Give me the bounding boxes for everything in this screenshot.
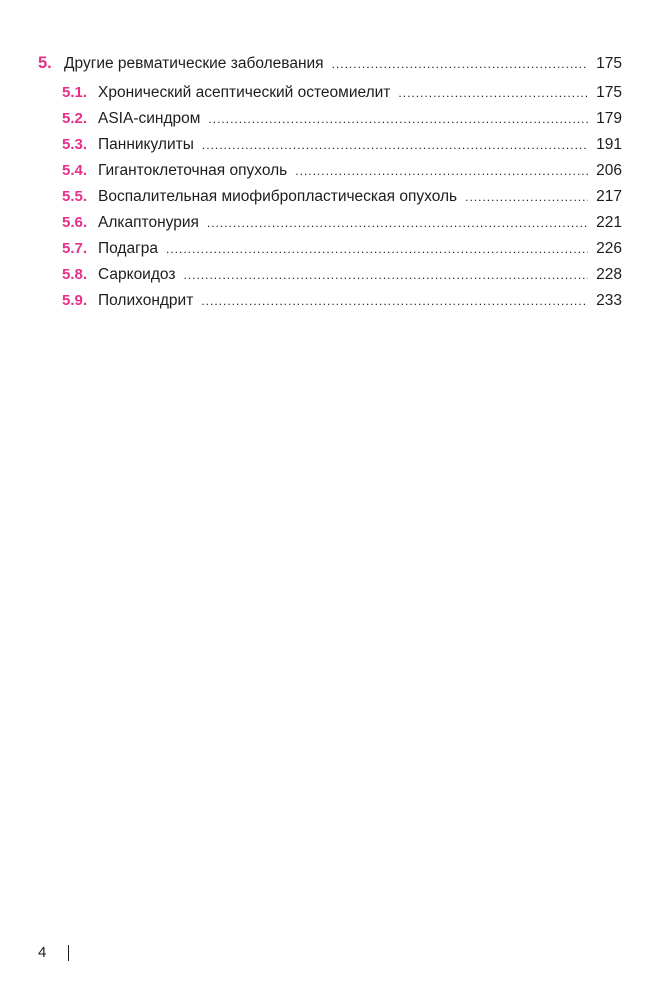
section-number: 5.1. [62, 84, 88, 101]
section-page: 191 [596, 136, 622, 153]
section-number: 5.6. [62, 214, 88, 231]
dot-leader [332, 57, 588, 71]
dot-leader [207, 216, 588, 230]
section-page: 217 [596, 188, 622, 205]
dot-leader [295, 164, 588, 178]
chapter-title: Другие ревматические заболевания [64, 55, 324, 72]
section-title: Подагра [98, 240, 158, 257]
dot-leader [398, 86, 588, 100]
section-title: Алкаптонурия [98, 214, 199, 231]
toc-section-5-7[interactable] [38, 240, 622, 266]
dot-leader [166, 242, 588, 256]
section-number: 5.3. [62, 136, 88, 153]
section-title: ASIA-синдром [98, 110, 201, 127]
chapter-number: 5. [38, 54, 52, 72]
table-of-contents [38, 54, 622, 318]
toc-section-5-8[interactable] [38, 266, 622, 292]
section-page: 226 [596, 240, 622, 257]
dot-leader [201, 294, 588, 308]
section-page: 228 [596, 266, 622, 283]
section-title: Саркоидоз [98, 266, 176, 283]
section-title: Воспалительная миофибропластическая опухоль [98, 188, 458, 205]
toc-section-5-6[interactable] [38, 214, 622, 240]
dot-leader [183, 268, 588, 282]
section-number: 5.5. [62, 188, 88, 205]
section-number: 5.9. [62, 292, 88, 309]
section-page: 206 [596, 162, 622, 179]
chapter-page: 175 [596, 55, 622, 72]
toc-chapter-5[interactable] [38, 54, 622, 84]
dot-leader [465, 190, 588, 204]
section-page: 175 [596, 84, 622, 101]
section-number: 5.7. [62, 240, 88, 257]
toc-section-5-4[interactable] [38, 162, 622, 188]
section-page: 221 [596, 214, 622, 231]
footer-divider [68, 945, 69, 961]
section-title: Полихондрит [98, 292, 194, 309]
toc-section-5-5[interactable] [38, 188, 622, 214]
dot-leader [202, 138, 588, 152]
toc-section-5-2[interactable] [38, 110, 622, 136]
page-number: 4 [38, 944, 47, 961]
section-title: Хронический асептический остеомиелит [98, 84, 391, 101]
section-page: 179 [596, 110, 622, 127]
toc-section-5-9[interactable] [38, 292, 622, 318]
section-title: Панникулиты [98, 136, 194, 153]
toc-section-5-3[interactable] [38, 136, 622, 162]
section-number: 5.8. [62, 266, 88, 283]
section-number: 5.2. [62, 110, 88, 127]
dot-leader [208, 112, 588, 126]
page-footer [38, 944, 69, 961]
section-number: 5.4. [62, 162, 88, 179]
toc-section-5-1[interactable] [38, 84, 622, 110]
section-title: Гигантоклеточная опухоль [98, 162, 288, 179]
section-page: 233 [596, 292, 622, 309]
